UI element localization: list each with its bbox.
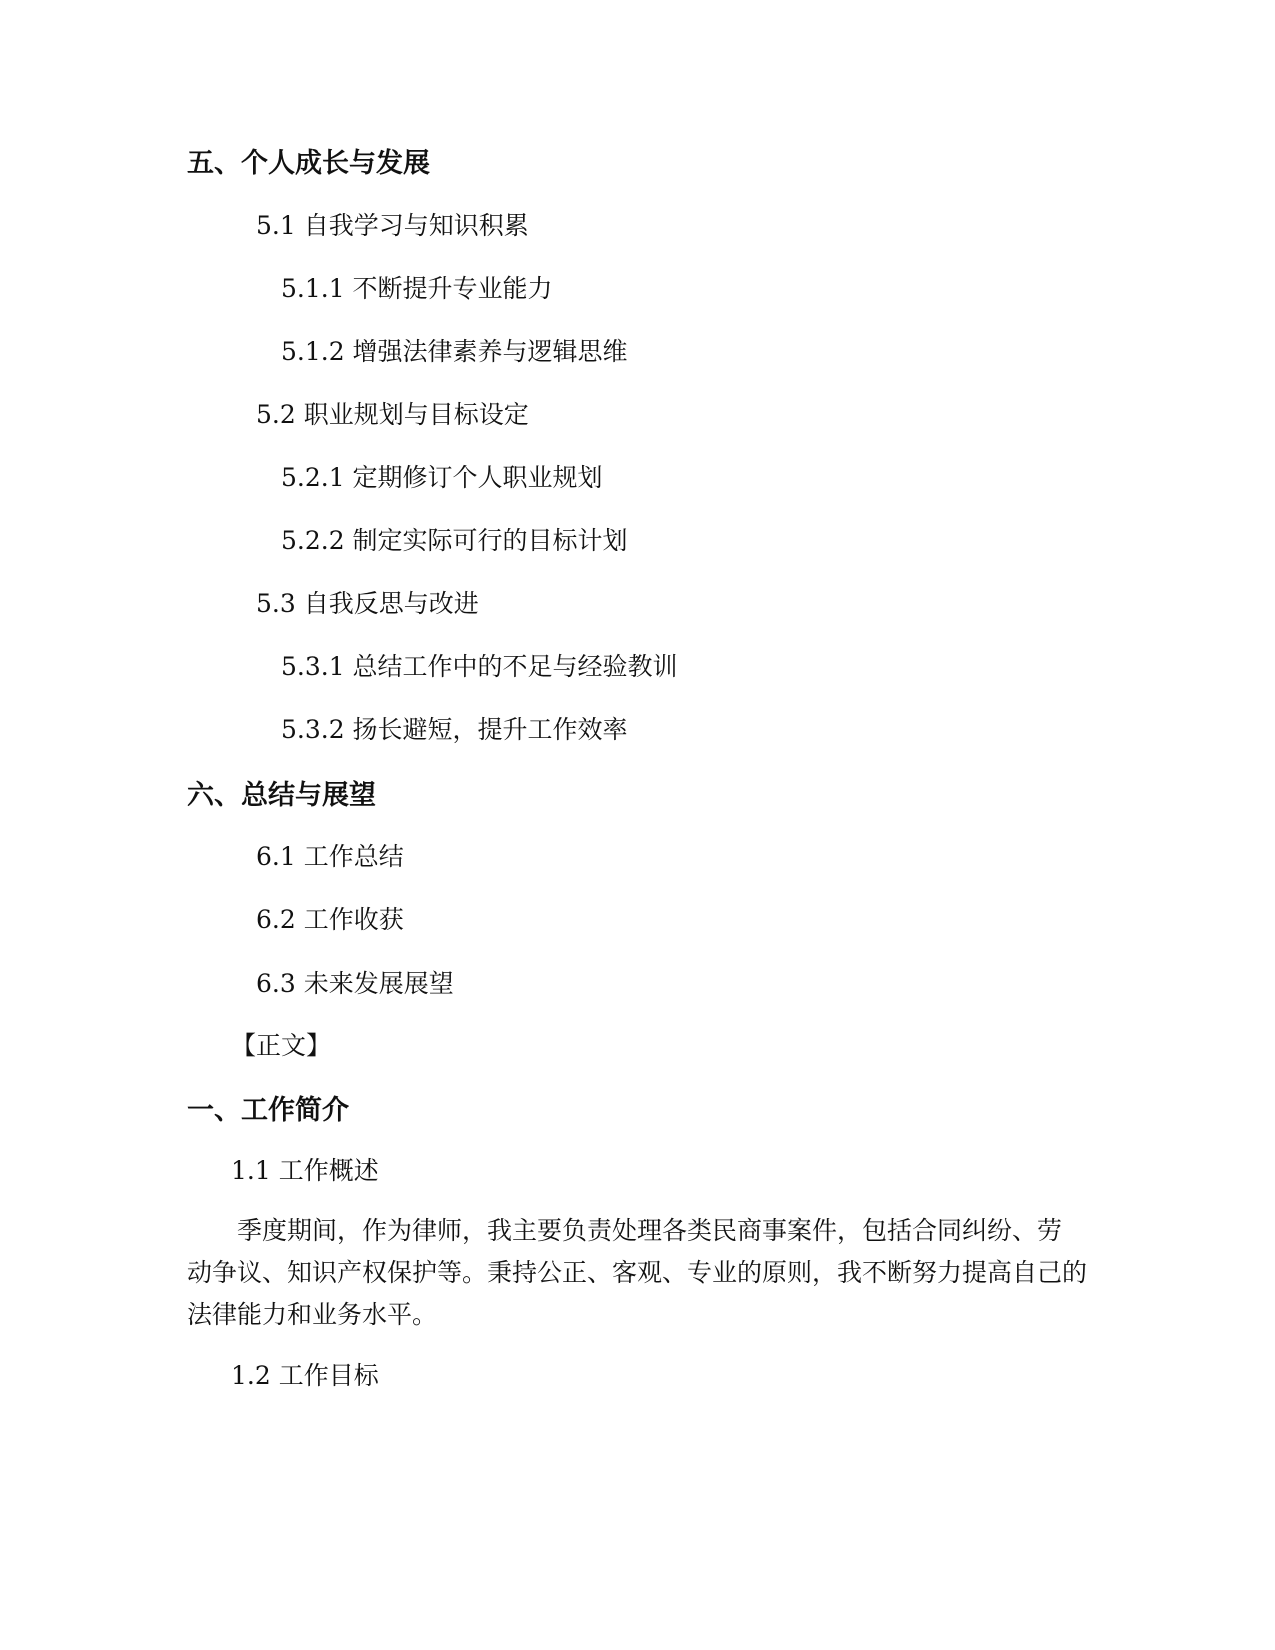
toc-item-6-1: 6.1 工作总结 [256,842,404,871]
body-marker: 【正文】 [231,1031,332,1060]
paragraph-line: 季度期间，作为律师，我主要负责处理各类民商事案件，包括合同纠纷、劳 [187,1216,1063,1245]
toc-item-6-3: 6.3 未来发展展望 [256,969,454,998]
subheading-1-1: 1.1 工作概述 [231,1156,379,1185]
toc-item-5-2-2: 5.2.2 制定实际可行的目标计划 [281,526,628,555]
heading-section-5: 五、个人成长与发展 [187,148,430,179]
toc-item-5-3-2: 5.3.2 扬长避短，提升工作效率 [281,715,628,744]
toc-item-5-1-2: 5.1.2 增强法律素养与逻辑思维 [281,337,628,366]
toc-item-5-1-1: 5.1.1 不断提升专业能力 [281,274,553,303]
heading-section-6: 六、总结与展望 [187,780,376,811]
heading-section-1: 一、工作简介 [187,1095,349,1126]
paragraph-work-overview [187,1210,1087,1336]
toc-item-5-2-1: 5.2.1 定期修订个人职业规划 [281,463,603,492]
paragraph-line: 动争议、知识产权保护等。秉持公正、客观、专业的原则，我不断努力提高自己的 [187,1258,1088,1287]
paragraph-line: 法律能力和业务水平。 [187,1300,438,1329]
toc-item-5-3: 5.3 自我反思与改进 [256,589,479,618]
subheading-1-2: 1.2 工作目标 [231,1361,379,1390]
toc-item-5-1: 5.1 自我学习与知识积累 [256,211,529,240]
toc-item-5-3-1: 5.3.1 总结工作中的不足与经验教训 [281,652,678,681]
toc-item-6-2: 6.2 工作收获 [256,905,404,934]
toc-item-5-2: 5.2 职业规划与目标设定 [256,400,529,429]
